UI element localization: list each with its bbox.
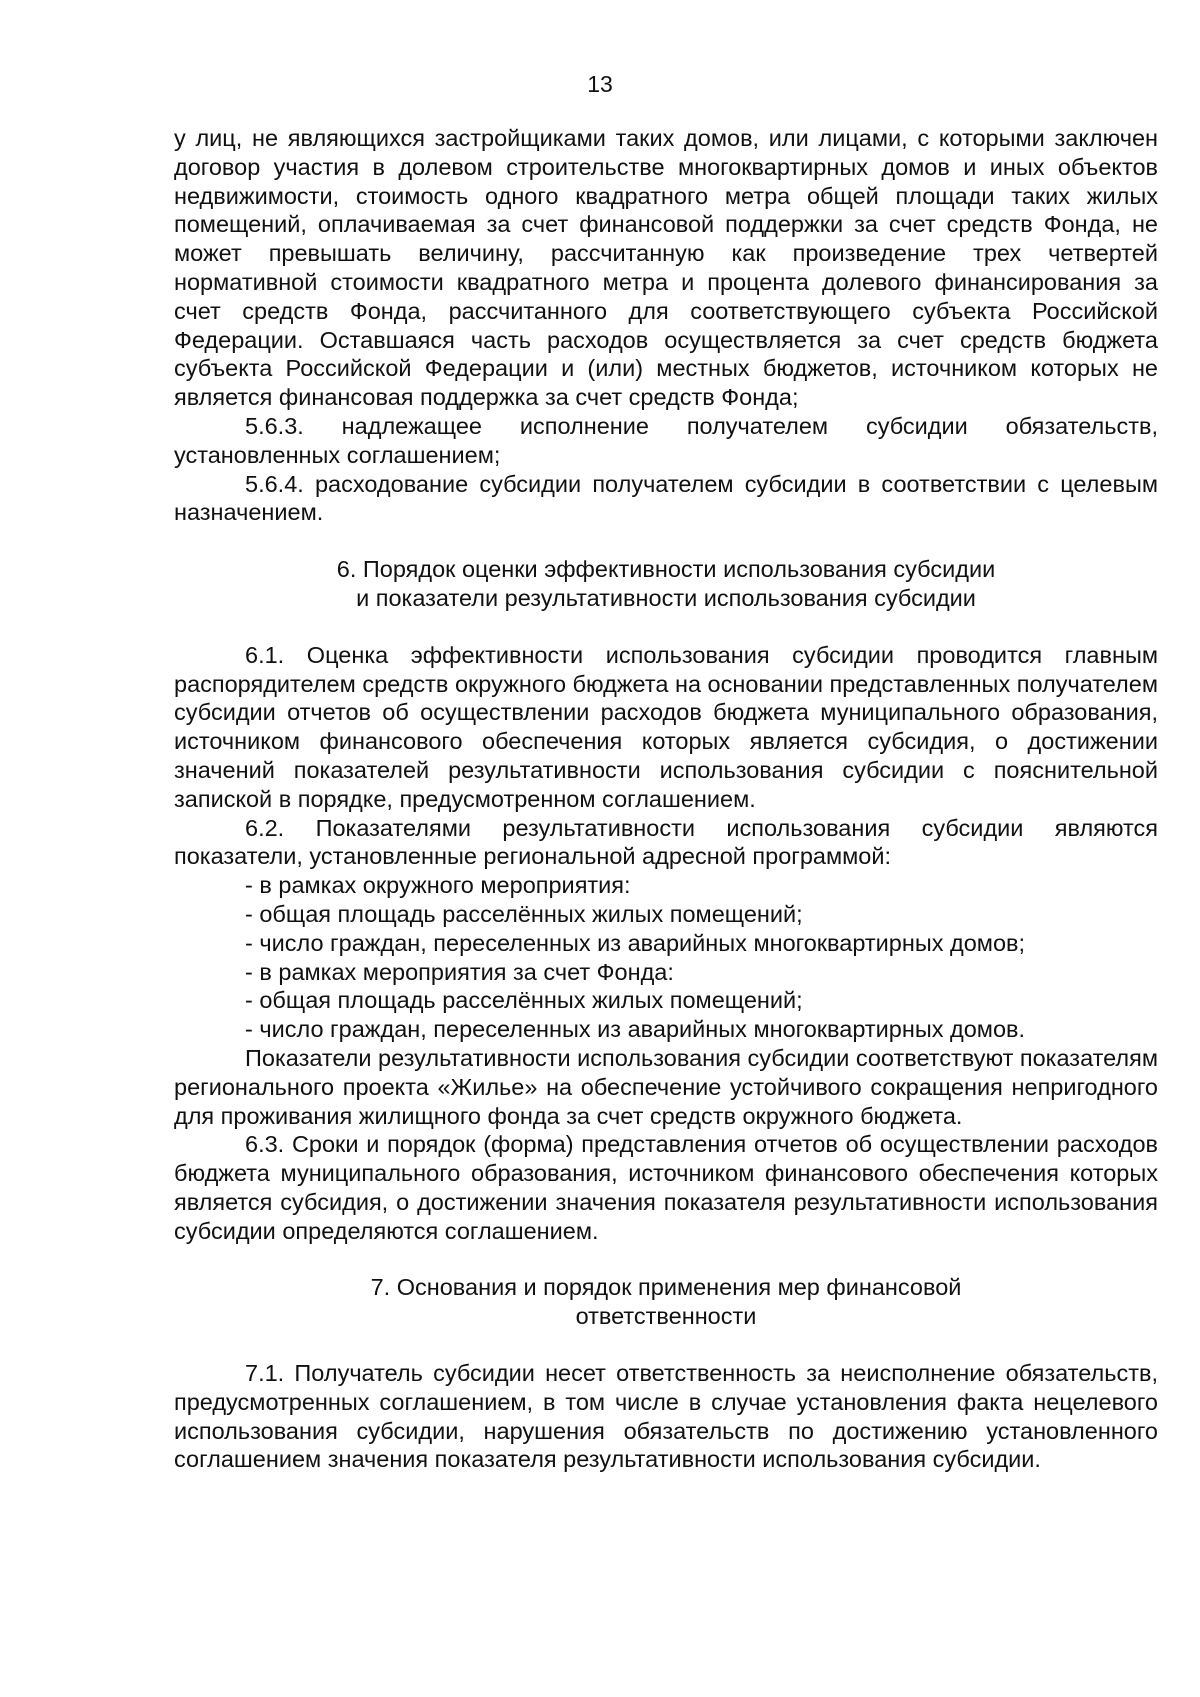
section-7-heading-line-1: 7. Основания и порядок применения мер финансовой (370, 1274, 962, 1301)
paragraph-5-6-4: 5.6.4. расходование субсидии получателем субсидии в соответствии с целевым назначением. (174, 470, 1158, 526)
section-6-heading-line-1: 6. Порядок оценки эффективности использования субсидии (336, 556, 996, 583)
paragraph-6-1: 6.1. Оценка эффективности использования субсидии проводится главным распорядителем средств окружного бюджета на основании представленных получателем субсидии отчетов об осуществлении расходов бюджета муниципального образования, источником финансового обеспечения которых является субсидия, о достижении значений показателей результативности использования субсидии с пояснительной запиской в порядке, предусмотренном соглашением. (174, 641, 1158, 812)
page-number: 13 (587, 71, 613, 97)
paragraph-6-3: 6.3. Сроки и порядок (форма) представления отчетов об осуществлении расходов бюджета муниципального образования, источником финансового обеспечения которых является субсидия, о достижении значения показателя результативности использования субсидии определяются соглашением. (174, 1131, 1158, 1244)
document-body (174, 124, 1158, 1474)
paragraph-continuation: у лиц, не являющихся застройщиками таких домов, или лицами, с которыми заключен договор участия в долевом строительстве многоквартирных домов и иных объектов недвижимости, стоимость одного квадратного метра общей площади таких жилых помещений, оплачиваемая за счет финансовой поддержки за счет средств Фонда, не может превышать величину, рассчитанную как произведение трех четвертей нормативной стоимости квадратного метра и процента долевого финансирования за счет средств Фонда, рассчитанного для соответствующего субъекта Российской Федерации. Оставшаяся часть расходов осуществляется за счет средств бюджета субъекта Российской Федерации и (или) местных бюджетов, источником которых не является финансовая поддержка за счет средств Фонда; (174, 125, 1158, 411)
paragraph-6-2: 6.2. Показателями результативности использования субсидии являются показатели, установленные региональной адресной программой: (174, 814, 1158, 870)
paragraph-7-1: 7.1. Получатель субсидии несет ответственность за неисполнение обязательств, предусмотренных соглашением, в том числе в случае установления факта нецелевого использования субсидии, нарушения обязательств по достижению установленного соглашением значения показателя результативности использования субсидии. (174, 1360, 1158, 1473)
paragraph-5-6-3: 5.6.3. надлежащее исполнение получателем субсидии обязательств, установленных соглашением; (174, 412, 1158, 468)
list-item: - число граждан, переселенных из аварийных многоквартирных домов. (245, 1016, 1026, 1043)
section-7-heading-line-2: ответственности (575, 1303, 757, 1330)
list-item: - общая площадь расселённых жилых помещений; (245, 987, 803, 1014)
list-item: - число граждан, переселенных из аварийных многоквартирных домов; (245, 929, 1026, 956)
section-6-heading-line-2: и показатели результативности использования субсидии (356, 584, 976, 611)
list-item: - в рамках мероприятия за счет Фонда: (245, 958, 674, 985)
list-item: - в рамках окружного мероприятия: (245, 872, 631, 899)
list-item: - общая площадь расселённых жилых помещений; (245, 900, 803, 927)
paragraph-indicators: Показатели результативности использования субсидии соответствуют показателям регионального проекта «Жилье» на обеспечение устойчивого сокращения непригодного для проживания жилищного фонда за счет средств окружного бюджета. (174, 1044, 1159, 1129)
